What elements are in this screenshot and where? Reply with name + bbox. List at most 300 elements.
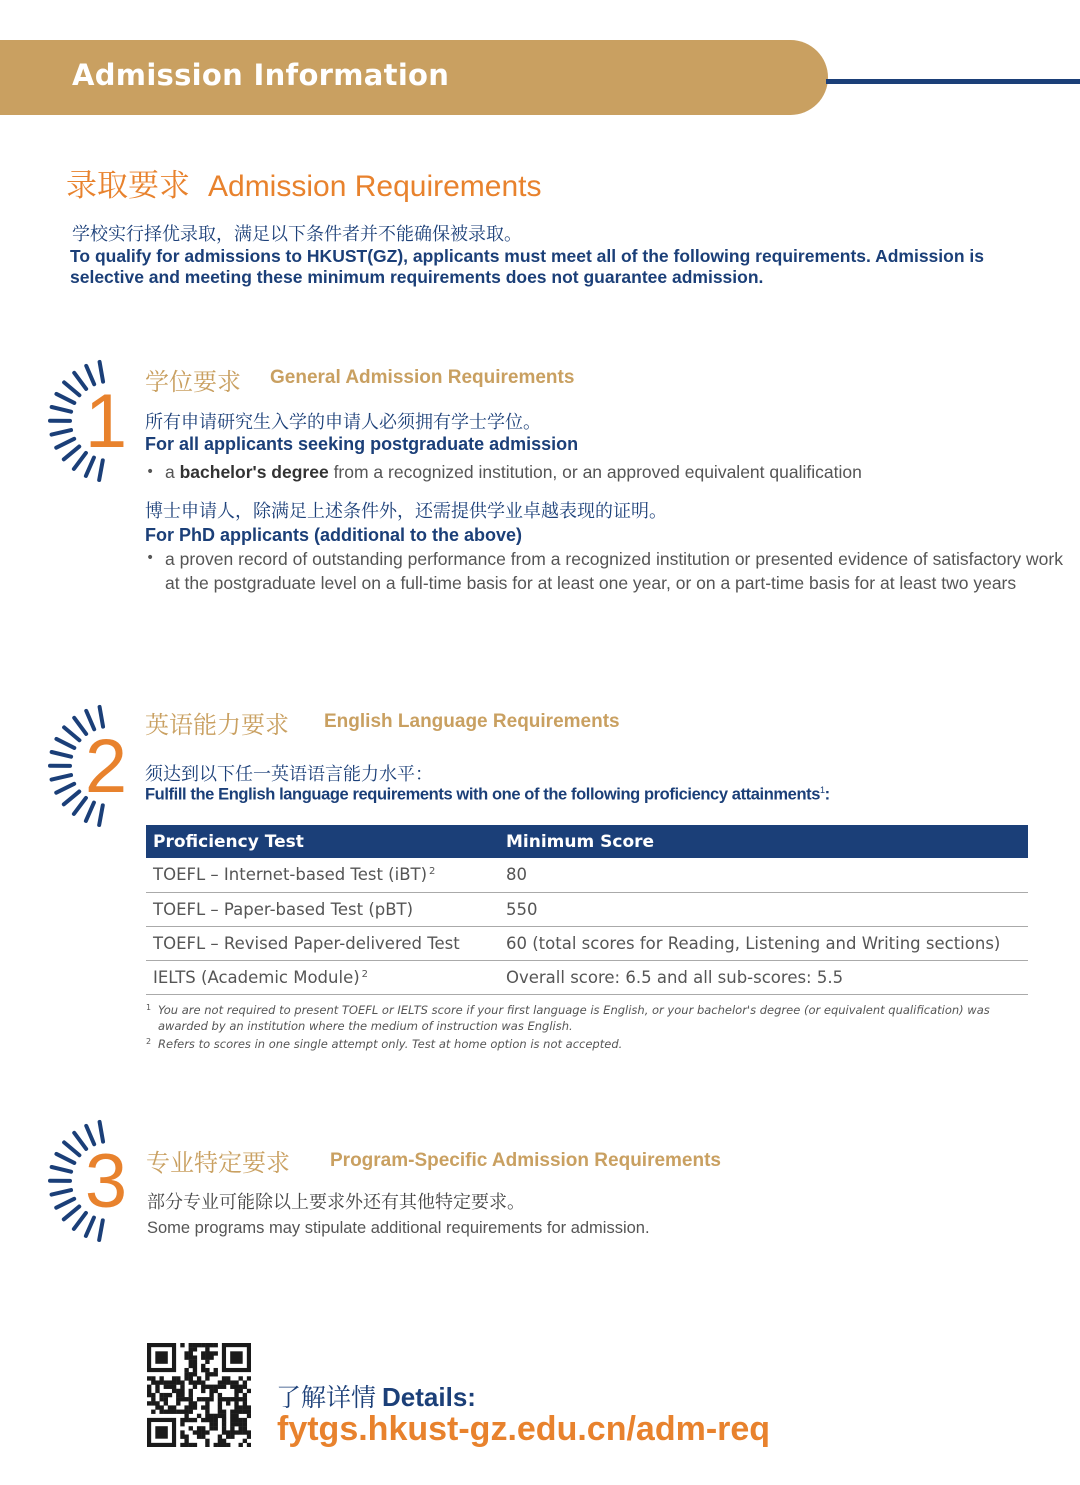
table-cell: 60 (total scores for Reading, Listening and Writing sections) [499, 926, 1028, 960]
table-cell: 550 [499, 892, 1028, 926]
qr-module [243, 1393, 247, 1397]
bullet-prefix: a [165, 462, 180, 482]
ray-tick [56, 394, 74, 403]
table-cell [146, 892, 499, 926]
qr-module [197, 1397, 201, 1401]
qr-module [193, 1443, 197, 1447]
qr-module [184, 1372, 188, 1376]
qr-module [226, 1435, 230, 1439]
header-rule [826, 79, 1080, 84]
qr-module [201, 1385, 205, 1389]
qr-module [239, 1397, 243, 1401]
bullet-rest: from a recognized institution, or an approved equivalent qualification [328, 462, 862, 482]
qr-module [155, 1380, 159, 1384]
qr-module [189, 1372, 193, 1376]
bullet-dot: • [146, 464, 155, 480]
ray-tick [64, 382, 79, 395]
qr-module [226, 1443, 230, 1447]
section1-general-en: For all applicants seeking postgraduate admission [145, 434, 579, 454]
qr-module [176, 1393, 180, 1397]
text-en-sup: 1 [820, 785, 825, 795]
qr-module [214, 1414, 218, 1418]
qr-module [230, 1414, 234, 1418]
qr-module [218, 1397, 222, 1401]
qr-module [184, 1405, 188, 1409]
qr-module [218, 1380, 222, 1384]
qr-module [193, 1355, 197, 1359]
qr-module [214, 1422, 218, 1426]
qr-module [193, 1368, 197, 1372]
qr-module [189, 1364, 193, 1368]
qr-module [205, 1385, 209, 1389]
qr-module [226, 1430, 230, 1434]
qr-module [189, 1426, 193, 1430]
qr-module [189, 1410, 193, 1414]
qr-module [201, 1430, 205, 1434]
ray-tick [64, 1142, 79, 1155]
qr-module [189, 1393, 193, 1397]
qr-module [247, 1376, 251, 1380]
table-header: Minimum Score [499, 825, 1028, 858]
ray-tick [56, 784, 74, 793]
qr-module [230, 1435, 234, 1439]
section3-text-cn: 部分专业可能除以上要求外还有其他特定要求。 [147, 1192, 525, 1213]
section2-title-en: English Language Requirements [324, 711, 620, 732]
qr-module [218, 1439, 222, 1443]
details-link[interactable]: fytgs.hkust-gz.edu.cn/adm-req [277, 1410, 771, 1448]
table-cell [146, 960, 499, 994]
ray-tick [52, 1190, 71, 1195]
qr-module [180, 1380, 184, 1384]
section3-title-en: Program-Specific Admission Requirements [330, 1150, 722, 1171]
qr-module [239, 1422, 243, 1426]
qr-module [159, 1380, 163, 1384]
qr-module [180, 1422, 184, 1426]
qr-module [168, 1393, 172, 1397]
qr-module [201, 1435, 205, 1439]
qr-module [201, 1405, 205, 1409]
qr-module [205, 1414, 209, 1418]
qr-module [180, 1418, 184, 1422]
ray-tick [64, 727, 79, 740]
qr-module [151, 1393, 155, 1397]
qr-module [214, 1385, 218, 1389]
qr-module [164, 1393, 168, 1397]
table-header-row [146, 825, 1028, 858]
qr-module [234, 1385, 238, 1389]
qr-module [218, 1414, 222, 1418]
qr-module [201, 1368, 205, 1372]
qr-module [214, 1443, 218, 1447]
qr-module [193, 1380, 197, 1384]
qr-module [159, 1376, 163, 1380]
qr-module [247, 1430, 251, 1434]
qr-module [201, 1426, 205, 1430]
qr-module [164, 1410, 168, 1414]
qr-module [176, 1376, 180, 1380]
section2-text-en [145, 785, 830, 805]
qr-module [184, 1397, 188, 1401]
step-1-icon [40, 355, 130, 487]
qr-module [205, 1439, 209, 1443]
qr-module [193, 1360, 197, 1364]
qr-module [205, 1372, 209, 1376]
qr-module [247, 1389, 251, 1393]
qr-module [180, 1435, 184, 1439]
section1-title-en: General Admission Requirements [270, 367, 575, 388]
qr-module [230, 1385, 234, 1389]
qr-module [247, 1414, 251, 1418]
qr-module [159, 1405, 163, 1409]
qr-module [197, 1435, 201, 1439]
qr-module [205, 1343, 209, 1347]
qr-module [184, 1355, 188, 1359]
admission-requirements-heading [66, 160, 541, 205]
ray-tick [52, 775, 71, 780]
section1-phd-bullet: a proven record of outstanding performance from a recognized institution or presented evidence of satisfactory work at the postgraduate level on a full-time basis for at least one year, or on a part-time basis for at least two years [165, 549, 1063, 593]
section1-general-bullet [165, 462, 862, 483]
qr-module [230, 1430, 234, 1434]
qr-module [155, 1401, 159, 1405]
step-2-icon [40, 700, 130, 832]
qr-module [176, 1397, 180, 1401]
qr-module [159, 1397, 163, 1401]
qr-module [193, 1401, 197, 1405]
qr-module [234, 1401, 238, 1405]
qr-module [205, 1443, 209, 1447]
qr-module [239, 1376, 243, 1380]
qr-module [222, 1439, 226, 1443]
qr-module [243, 1430, 247, 1434]
qr-module [159, 1393, 163, 1397]
qr-module [147, 1393, 151, 1397]
test-name: IELTS (Academic Module) [153, 967, 360, 987]
qr-module [209, 1414, 213, 1418]
qr-module [222, 1385, 226, 1389]
qr-module [155, 1405, 159, 1409]
qr-module [209, 1355, 213, 1359]
qr-module [222, 1397, 226, 1401]
qr-module [218, 1385, 222, 1389]
page-title: Admission Information [72, 58, 450, 92]
qr-module [205, 1368, 209, 1372]
ray-tick [52, 407, 71, 412]
ray-tick [64, 1207, 79, 1220]
qr-module [189, 1401, 193, 1405]
qr-module [164, 1397, 168, 1401]
qr-module [222, 1414, 226, 1418]
qr-module [243, 1439, 247, 1443]
qr-module [189, 1418, 193, 1422]
qr-module [243, 1410, 247, 1414]
ray-tick [56, 439, 74, 448]
table-row [146, 858, 1028, 892]
qr-module [164, 1380, 168, 1384]
intro-text-en: To qualify for admissions to HKUST(GZ), applicants must meet all of the following requirements. Admission is selective and meeting these minimum requirements does not guarantee admission. [70, 246, 984, 287]
qr-module [230, 1418, 234, 1422]
qr-module [234, 1405, 238, 1409]
qr-module [234, 1410, 238, 1414]
ray-tick [56, 1154, 74, 1163]
qr-module [184, 1435, 188, 1439]
qr-module [205, 1401, 209, 1405]
qr-module [180, 1397, 184, 1401]
qr-module [234, 1393, 238, 1397]
qr-module [205, 1355, 209, 1359]
qr-module [214, 1418, 218, 1422]
test-name: TOEFL – Internet-based Test (iBT) [153, 865, 428, 885]
qr-module [193, 1343, 197, 1347]
qr-module [168, 1385, 172, 1389]
qr-module [164, 1401, 168, 1405]
qr-module [189, 1405, 193, 1409]
qr-module [193, 1364, 197, 1368]
qr-module [205, 1418, 209, 1422]
qr-module [193, 1405, 197, 1409]
qr-module [209, 1393, 213, 1397]
qr-module [180, 1389, 184, 1393]
table-cell [146, 858, 499, 892]
qr-module [155, 1389, 159, 1393]
qr-module [197, 1414, 201, 1418]
qr-finder [230, 1351, 242, 1363]
details-cn: 了解详情 [276, 1383, 377, 1412]
section1-phd-cn: 博士申请人，除满足上述条件外，还需提供学业卓越表现的证明。 [145, 501, 667, 522]
table-row [146, 960, 1028, 994]
table-cell [146, 926, 499, 960]
qr-module [239, 1405, 243, 1409]
qr-module [176, 1410, 180, 1414]
footnote-number: 2 [146, 1037, 152, 1046]
qr-module [201, 1389, 205, 1393]
qr-module [189, 1347, 193, 1351]
qr-module [197, 1376, 201, 1380]
ray-tick [52, 1167, 71, 1172]
qr-module [209, 1418, 213, 1422]
qr-module [247, 1405, 251, 1409]
qr-module [222, 1410, 226, 1414]
qr-module [222, 1418, 226, 1422]
qr-module [222, 1376, 226, 1380]
qr-module [189, 1351, 193, 1355]
qr-module [230, 1380, 234, 1384]
table-row [146, 926, 1028, 960]
qr-module [218, 1405, 222, 1409]
qr-module [184, 1368, 188, 1372]
qr-module [205, 1430, 209, 1434]
qr-module [180, 1410, 184, 1414]
qr-module [222, 1380, 226, 1384]
qr-module [239, 1426, 243, 1430]
bullet-dot: • [146, 550, 155, 566]
qr-module [168, 1410, 172, 1414]
qr-module [218, 1393, 222, 1397]
qr-module [230, 1397, 234, 1401]
qr-module [243, 1418, 247, 1422]
qr-module [159, 1410, 163, 1414]
section2-text-cn: 须达到以下任一英语语言能力水平： [145, 764, 433, 785]
qr-module [214, 1389, 218, 1393]
qr-module [205, 1347, 209, 1351]
qr-module [218, 1435, 222, 1439]
intro-text-cn: 学校实行择优录取，满足以下条件者并不能确保被录取。 [72, 224, 522, 245]
footnote-ref: 2 [361, 968, 369, 980]
qr-module [151, 1380, 155, 1384]
qr-module [234, 1414, 238, 1418]
qr-module [239, 1430, 243, 1434]
qr-module [201, 1355, 205, 1359]
qr-module [184, 1418, 188, 1422]
qr-module [230, 1410, 234, 1414]
qr-module [180, 1343, 184, 1347]
ray-tick [52, 430, 71, 435]
qr-module [243, 1401, 247, 1405]
qr-module [234, 1389, 238, 1393]
ray-tick [56, 1199, 74, 1208]
qr-module [184, 1410, 188, 1414]
qr-module [205, 1376, 209, 1380]
qr-module [172, 1385, 176, 1389]
ray-tick [64, 792, 79, 805]
qr-module [239, 1443, 243, 1447]
qr-module [218, 1443, 222, 1447]
qr-module [214, 1426, 218, 1430]
qr-module [214, 1351, 218, 1355]
footnote-2: Refers to scores in one single attempt only. Test at home option is not accepted. [158, 1037, 623, 1051]
qr-module [151, 1376, 155, 1380]
heading-cn: 录取要求 [66, 168, 190, 204]
step-number: 2 [84, 724, 128, 809]
table-row [146, 892, 1028, 926]
qr-module [209, 1422, 213, 1426]
qr-module [243, 1422, 247, 1426]
ray-tick [56, 739, 74, 748]
qr-module [155, 1385, 159, 1389]
qr-module [193, 1418, 197, 1422]
qr-module [172, 1405, 176, 1409]
details-en: Details: [382, 1382, 476, 1412]
qr-module [180, 1430, 184, 1434]
qr-module [209, 1351, 213, 1355]
qr-module [226, 1397, 230, 1401]
table-cell: 80 [499, 858, 1028, 892]
footnote-1: You are not required to present TOEFL or IELTS score if your first language is English, or your bachelor's degree (or equivalent qualification) was awarded by an institution where the medium of instruction was English. [158, 1003, 990, 1033]
qr-module [209, 1385, 213, 1389]
qr-module [189, 1380, 193, 1384]
table-cell: Overall score: 6.5 and all sub-scores: 5.5 [499, 960, 1028, 994]
qr-module [184, 1443, 188, 1447]
qr-module [226, 1376, 230, 1380]
qr-module [189, 1397, 193, 1401]
qr-module [180, 1385, 184, 1389]
qr-module [234, 1422, 238, 1426]
qr-module [189, 1376, 193, 1380]
qr-module [222, 1430, 226, 1434]
qr-module [168, 1380, 172, 1384]
qr-module [189, 1360, 193, 1364]
footnote-number: 1 [146, 1003, 152, 1012]
qr-module [243, 1426, 247, 1430]
qr-module [243, 1380, 247, 1384]
qr-module [230, 1426, 234, 1430]
step-3-icon [40, 1115, 130, 1247]
qr-module [197, 1343, 201, 1347]
qr-module [147, 1389, 151, 1393]
table-header: Proficiency Test [146, 825, 499, 858]
qr-module [201, 1343, 205, 1347]
qr-module [205, 1397, 209, 1401]
qr-module [209, 1389, 213, 1393]
text-en-end: : [824, 785, 830, 804]
qr-module [197, 1430, 201, 1434]
qr-module [180, 1443, 184, 1447]
qr-module [172, 1410, 176, 1414]
qr-module [218, 1401, 222, 1405]
qr-module [234, 1430, 238, 1434]
section1-title-cn: 学位要求 [145, 368, 241, 396]
qr-module [247, 1443, 251, 1447]
section1-phd-en: For PhD applicants (additional to the above) [145, 525, 523, 545]
qr-module [239, 1410, 243, 1414]
qr-module [201, 1364, 205, 1368]
section1-general-cn: 所有申请研究生入学的申请人必须拥有学士学位。 [145, 412, 541, 433]
qr-module [239, 1389, 243, 1393]
qr-module [189, 1389, 193, 1393]
qr-module [184, 1439, 188, 1443]
qr-module [147, 1401, 151, 1405]
qr-module [243, 1405, 247, 1409]
qr-module [184, 1414, 188, 1418]
qr-module [189, 1343, 193, 1347]
section2-title-cn: 英语能力要求 [145, 711, 289, 739]
qr-module [234, 1380, 238, 1384]
qr-module [151, 1401, 155, 1405]
qr-module [222, 1426, 226, 1430]
qr-module [176, 1389, 180, 1393]
qr-module [197, 1426, 201, 1430]
qr-module [218, 1410, 222, 1414]
qr-module [209, 1372, 213, 1376]
qr-module [205, 1410, 209, 1414]
qr-module [209, 1426, 213, 1430]
qr-module [205, 1351, 209, 1355]
qr-module [234, 1397, 238, 1401]
qr-module [247, 1410, 251, 1414]
qr-module [197, 1380, 201, 1384]
details-label [276, 1378, 476, 1414]
section3-text-en: Some programs may stipulate additional requirements for admission. [147, 1219, 650, 1237]
qr-code[interactable] [147, 1343, 251, 1447]
qr-module [201, 1397, 205, 1401]
english-requirements-table [146, 825, 1028, 995]
test-name: TOEFL – Revised Paper-delivered Test [153, 933, 460, 953]
qr-module [222, 1422, 226, 1426]
step-number: 3 [84, 1139, 128, 1224]
qr-module [151, 1397, 155, 1401]
qr-module [147, 1385, 151, 1389]
qr-module [151, 1410, 155, 1414]
qr-module [226, 1380, 230, 1384]
qr-module [239, 1385, 243, 1389]
qr-module [189, 1355, 193, 1359]
ray-tick [64, 447, 79, 460]
qr-module [205, 1360, 209, 1364]
qr-module [247, 1435, 251, 1439]
qr-module [176, 1401, 180, 1405]
section3-title-cn: 专业特定要求 [146, 1149, 290, 1177]
qr-module [209, 1343, 213, 1347]
qr-module [201, 1351, 205, 1355]
